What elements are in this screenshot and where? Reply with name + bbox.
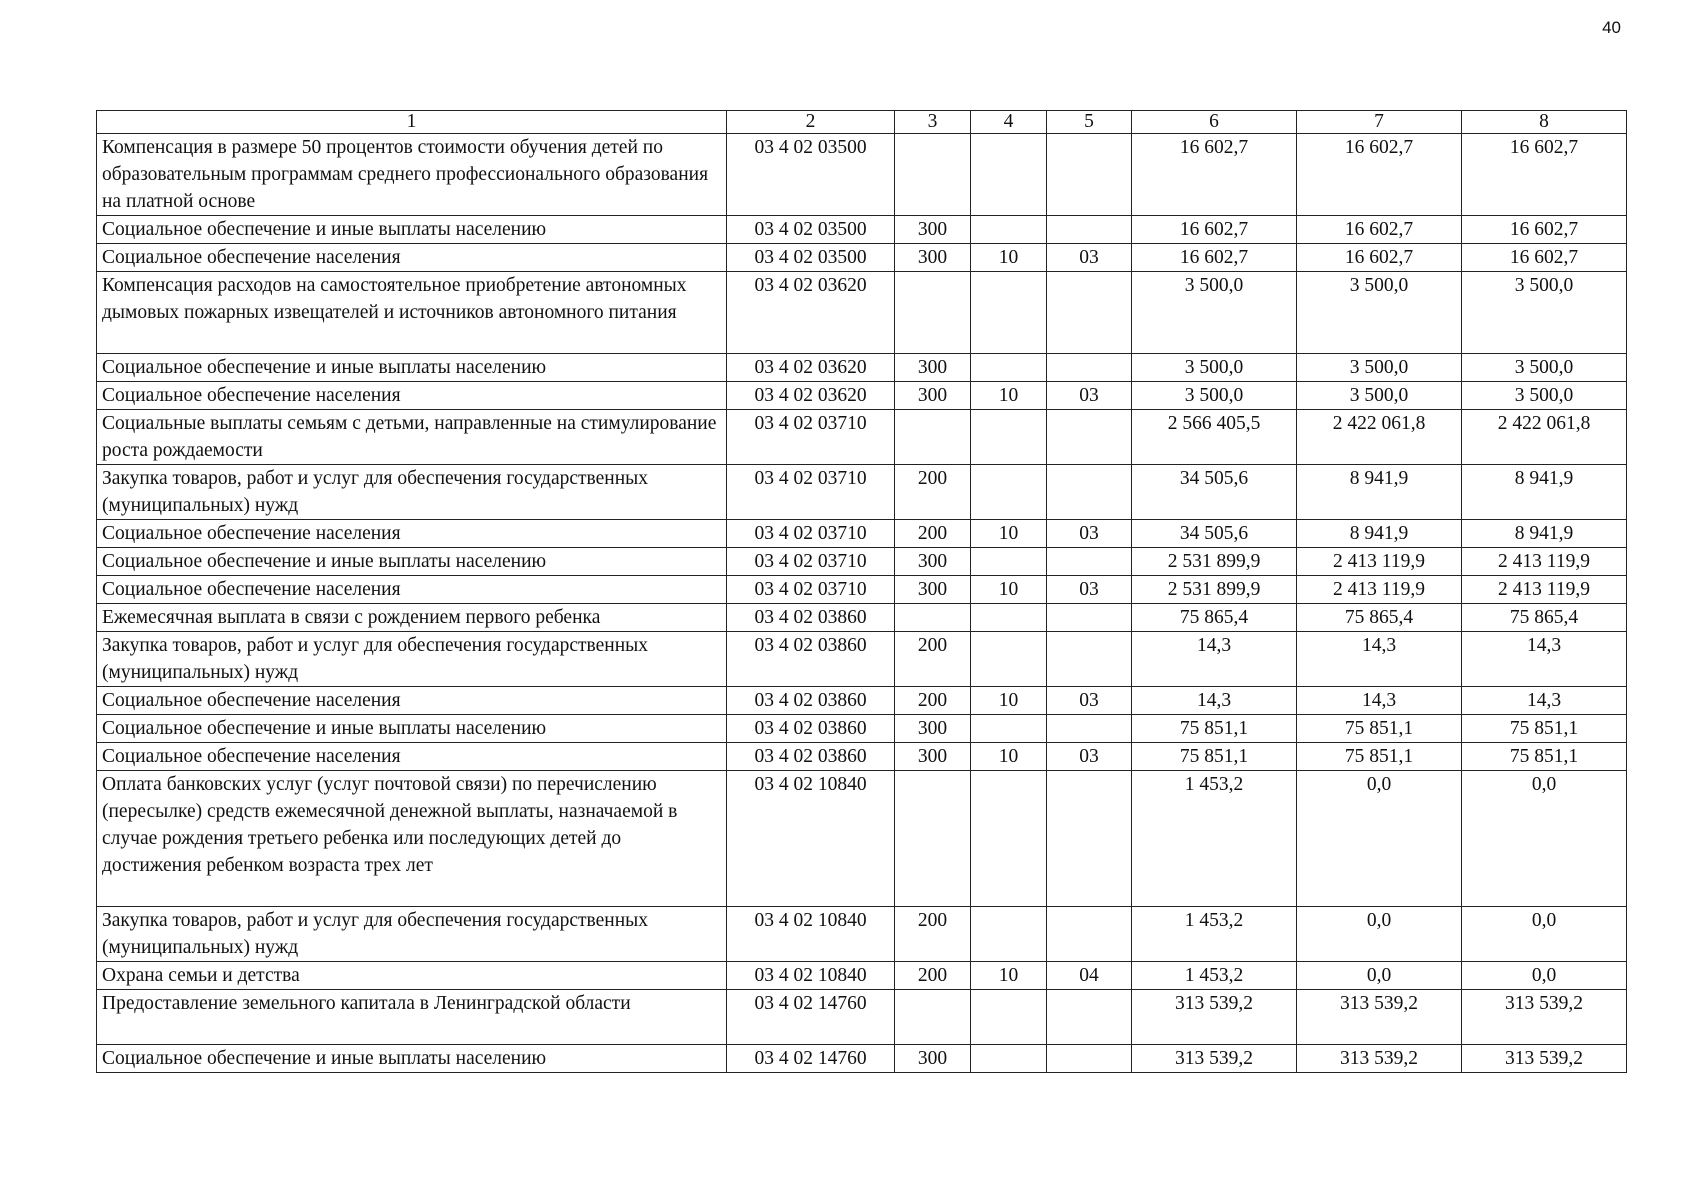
row-col5-cell bbox=[1047, 632, 1132, 687]
row-col4-cell bbox=[971, 216, 1047, 244]
table-row bbox=[97, 382, 1627, 410]
row-col4-cell bbox=[971, 632, 1047, 687]
row-value8-cell: 14,3 bbox=[1462, 632, 1627, 687]
row-value8-cell: 16 602,7 bbox=[1462, 216, 1627, 244]
row-value6-cell: 75 851,1 bbox=[1132, 743, 1297, 771]
row-value7-cell: 0,0 bbox=[1297, 771, 1462, 907]
row-col3-cell: 300 bbox=[895, 354, 971, 382]
row-value7-cell: 313 539,2 bbox=[1297, 1045, 1462, 1073]
column-header: 8 bbox=[1462, 111, 1627, 134]
table-row bbox=[97, 990, 1627, 1045]
row-col3-cell bbox=[895, 134, 971, 216]
column-header: 3 bbox=[895, 111, 971, 134]
row-col4-cell: 10 bbox=[971, 743, 1047, 771]
column-header: 7 bbox=[1297, 111, 1462, 134]
row-col5-cell bbox=[1047, 216, 1132, 244]
row-name-cell: Закупка товаров, работ и услуг для обеспечения государственных (муниципальных) нужд bbox=[97, 907, 727, 962]
row-value7-cell: 3 500,0 bbox=[1297, 354, 1462, 382]
row-code-cell: 03 4 02 03860 bbox=[727, 604, 895, 632]
row-col4-cell bbox=[971, 272, 1047, 354]
row-value7-cell: 8 941,9 bbox=[1297, 465, 1462, 520]
row-name-cell: Социальное обеспечение населения bbox=[97, 687, 727, 715]
row-value8-cell: 75 865,4 bbox=[1462, 604, 1627, 632]
row-col4-cell: 10 bbox=[971, 520, 1047, 548]
row-name-cell: Социальное обеспечение населения bbox=[97, 382, 727, 410]
row-value8-cell: 313 539,2 bbox=[1462, 1045, 1627, 1073]
row-value6-cell: 75 851,1 bbox=[1132, 715, 1297, 743]
row-code-cell: 03 4 02 03710 bbox=[727, 410, 895, 465]
row-col5-cell bbox=[1047, 465, 1132, 520]
row-value6-cell: 1 453,2 bbox=[1132, 962, 1297, 990]
row-name-cell: Ежемесячная выплата в связи с рождением первого ребенка bbox=[97, 604, 727, 632]
row-name-cell: Социальное обеспечение населения bbox=[97, 743, 727, 771]
row-value8-cell: 0,0 bbox=[1462, 962, 1627, 990]
row-col4-cell bbox=[971, 907, 1047, 962]
row-value8-cell: 2 422 061,8 bbox=[1462, 410, 1627, 465]
row-value8-cell: 0,0 bbox=[1462, 907, 1627, 962]
row-value6-cell: 75 865,4 bbox=[1132, 604, 1297, 632]
row-value8-cell: 8 941,9 bbox=[1462, 465, 1627, 520]
row-code-cell: 03 4 02 14760 bbox=[727, 990, 895, 1045]
row-value6-cell: 34 505,6 bbox=[1132, 520, 1297, 548]
row-code-cell: 03 4 02 03860 bbox=[727, 743, 895, 771]
row-col4-cell: 10 bbox=[971, 244, 1047, 272]
row-col5-cell bbox=[1047, 1045, 1132, 1073]
row-value8-cell: 75 851,1 bbox=[1462, 715, 1627, 743]
table-row bbox=[97, 907, 1627, 962]
row-col4-cell bbox=[971, 604, 1047, 632]
row-col4-cell bbox=[971, 465, 1047, 520]
row-value7-cell: 14,3 bbox=[1297, 687, 1462, 715]
table-row bbox=[97, 465, 1627, 520]
row-name-cell: Социальное обеспечение населения bbox=[97, 576, 727, 604]
column-header: 6 bbox=[1132, 111, 1297, 134]
row-col5-cell bbox=[1047, 771, 1132, 907]
row-code-cell: 03 4 02 03710 bbox=[727, 576, 895, 604]
row-code-cell: 03 4 02 03710 bbox=[727, 548, 895, 576]
row-col3-cell: 300 bbox=[895, 548, 971, 576]
row-value8-cell: 14,3 bbox=[1462, 687, 1627, 715]
row-col3-cell: 200 bbox=[895, 907, 971, 962]
row-col4-cell bbox=[971, 715, 1047, 743]
row-col4-cell bbox=[971, 354, 1047, 382]
row-code-cell: 03 4 02 03860 bbox=[727, 715, 895, 743]
row-col3-cell bbox=[895, 272, 971, 354]
row-col4-cell bbox=[971, 410, 1047, 465]
row-code-cell: 03 4 02 10840 bbox=[727, 771, 895, 907]
row-value7-cell: 2 413 119,9 bbox=[1297, 548, 1462, 576]
row-name-cell: Компенсация в размере 50 процентов стоимости обучения детей по образовательным программам среднего профессионального образования на платной основе bbox=[97, 134, 727, 216]
row-col5-cell bbox=[1047, 548, 1132, 576]
row-col3-cell: 300 bbox=[895, 382, 971, 410]
row-col3-cell: 200 bbox=[895, 465, 971, 520]
column-header: 1 bbox=[97, 111, 727, 134]
row-value7-cell: 14,3 bbox=[1297, 632, 1462, 687]
row-name-cell: Социальные выплаты семьям с детьми, направленные на стимулирование роста рождаемости bbox=[97, 410, 727, 465]
row-value6-cell: 2 531 899,9 bbox=[1132, 548, 1297, 576]
row-col4-cell: 10 bbox=[971, 962, 1047, 990]
row-value8-cell: 3 500,0 bbox=[1462, 382, 1627, 410]
row-col3-cell: 300 bbox=[895, 743, 971, 771]
row-name-cell: Социальное обеспечение и иные выплаты населению bbox=[97, 548, 727, 576]
table-row bbox=[97, 244, 1627, 272]
row-name-cell: Социальное обеспечение населения bbox=[97, 520, 727, 548]
row-value6-cell: 3 500,0 bbox=[1132, 272, 1297, 354]
column-header: 2 bbox=[727, 111, 895, 134]
row-col5-cell bbox=[1047, 354, 1132, 382]
row-code-cell: 03 4 02 03860 bbox=[727, 687, 895, 715]
table-row bbox=[97, 962, 1627, 990]
row-value8-cell: 313 539,2 bbox=[1462, 990, 1627, 1045]
row-col5-cell bbox=[1047, 715, 1132, 743]
row-value8-cell: 16 602,7 bbox=[1462, 244, 1627, 272]
row-value6-cell: 2 566 405,5 bbox=[1132, 410, 1297, 465]
row-col5-cell bbox=[1047, 604, 1132, 632]
row-col4-cell bbox=[971, 134, 1047, 216]
row-name-cell: Социальное обеспечение и иные выплаты населению bbox=[97, 216, 727, 244]
row-value7-cell: 16 602,7 bbox=[1297, 134, 1462, 216]
row-col3-cell: 300 bbox=[895, 216, 971, 244]
row-col3-cell: 200 bbox=[895, 632, 971, 687]
row-col4-cell: 10 bbox=[971, 382, 1047, 410]
row-col4-cell bbox=[971, 1045, 1047, 1073]
row-value8-cell: 16 602,7 bbox=[1462, 134, 1627, 216]
row-col4-cell bbox=[971, 990, 1047, 1045]
row-name-cell: Социальное обеспечение и иные выплаты населению bbox=[97, 354, 727, 382]
row-value8-cell: 3 500,0 bbox=[1462, 354, 1627, 382]
row-col3-cell bbox=[895, 604, 971, 632]
row-col3-cell bbox=[895, 990, 971, 1045]
row-name-cell: Закупка товаров, работ и услуг для обеспечения государственных (муниципальных) нужд bbox=[97, 632, 727, 687]
row-value7-cell: 0,0 bbox=[1297, 962, 1462, 990]
row-value6-cell: 1 453,2 bbox=[1132, 771, 1297, 907]
table-row bbox=[97, 743, 1627, 771]
row-value6-cell: 2 531 899,9 bbox=[1132, 576, 1297, 604]
row-col5-cell: 03 bbox=[1047, 576, 1132, 604]
row-value7-cell: 2 413 119,9 bbox=[1297, 576, 1462, 604]
row-code-cell: 03 4 02 03710 bbox=[727, 520, 895, 548]
row-name-cell: Предоставление земельного капитала в Ленинградской области bbox=[97, 990, 727, 1045]
row-col3-cell bbox=[895, 410, 971, 465]
row-value8-cell: 3 500,0 bbox=[1462, 272, 1627, 354]
budget-table bbox=[96, 110, 1627, 1073]
row-name-cell: Социальное обеспечение и иные выплаты населению bbox=[97, 1045, 727, 1073]
row-code-cell: 03 4 02 14760 bbox=[727, 1045, 895, 1073]
row-value7-cell: 75 851,1 bbox=[1297, 743, 1462, 771]
row-col3-cell: 300 bbox=[895, 244, 971, 272]
row-value8-cell: 2 413 119,9 bbox=[1462, 576, 1627, 604]
row-value7-cell: 2 422 061,8 bbox=[1297, 410, 1462, 465]
row-col5-cell bbox=[1047, 907, 1132, 962]
row-code-cell: 03 4 02 03710 bbox=[727, 465, 895, 520]
row-col4-cell bbox=[971, 548, 1047, 576]
row-value8-cell: 8 941,9 bbox=[1462, 520, 1627, 548]
row-col5-cell: 04 bbox=[1047, 962, 1132, 990]
row-col3-cell bbox=[895, 771, 971, 907]
row-value7-cell: 75 851,1 bbox=[1297, 715, 1462, 743]
row-col5-cell bbox=[1047, 990, 1132, 1045]
row-col5-cell: 03 bbox=[1047, 382, 1132, 410]
header-row bbox=[97, 111, 1627, 134]
row-value6-cell: 14,3 bbox=[1132, 632, 1297, 687]
row-col3-cell: 200 bbox=[895, 962, 971, 990]
row-value6-cell: 34 505,6 bbox=[1132, 465, 1297, 520]
table-row bbox=[97, 632, 1627, 687]
row-code-cell: 03 4 02 10840 bbox=[727, 907, 895, 962]
row-col3-cell: 200 bbox=[895, 520, 971, 548]
row-value6-cell: 16 602,7 bbox=[1132, 244, 1297, 272]
row-value7-cell: 3 500,0 bbox=[1297, 382, 1462, 410]
row-value7-cell: 8 941,9 bbox=[1297, 520, 1462, 548]
table-row bbox=[97, 272, 1627, 354]
page-number: 40 bbox=[1602, 18, 1621, 37]
row-value6-cell: 1 453,2 bbox=[1132, 907, 1297, 962]
row-name-cell: Закупка товаров, работ и услуг для обеспечения государственных (муниципальных) нужд bbox=[97, 465, 727, 520]
column-header: 4 bbox=[971, 111, 1047, 134]
row-value8-cell: 75 851,1 bbox=[1462, 743, 1627, 771]
row-value6-cell: 14,3 bbox=[1132, 687, 1297, 715]
row-value7-cell: 75 865,4 bbox=[1297, 604, 1462, 632]
table-row bbox=[97, 216, 1627, 244]
row-value7-cell: 16 602,7 bbox=[1297, 244, 1462, 272]
row-value8-cell: 0,0 bbox=[1462, 771, 1627, 907]
row-value6-cell: 313 539,2 bbox=[1132, 990, 1297, 1045]
row-value6-cell: 313 539,2 bbox=[1132, 1045, 1297, 1073]
row-col3-cell: 300 bbox=[895, 576, 971, 604]
row-code-cell: 03 4 02 03500 bbox=[727, 244, 895, 272]
table-row bbox=[97, 604, 1627, 632]
row-code-cell: 03 4 02 03620 bbox=[727, 354, 895, 382]
row-col5-cell bbox=[1047, 134, 1132, 216]
table-row bbox=[97, 548, 1627, 576]
row-col5-cell bbox=[1047, 410, 1132, 465]
row-col3-cell: 300 bbox=[895, 715, 971, 743]
row-value7-cell: 16 602,7 bbox=[1297, 216, 1462, 244]
row-name-cell: Социальное обеспечение и иные выплаты населению bbox=[97, 715, 727, 743]
row-name-cell: Социальное обеспечение населения bbox=[97, 244, 727, 272]
row-col4-cell: 10 bbox=[971, 687, 1047, 715]
table-row bbox=[97, 354, 1627, 382]
row-code-cell: 03 4 02 03500 bbox=[727, 216, 895, 244]
table-row bbox=[97, 771, 1627, 907]
row-value6-cell: 3 500,0 bbox=[1132, 382, 1297, 410]
row-value6-cell: 16 602,7 bbox=[1132, 216, 1297, 244]
row-name-cell: Охрана семьи и детства bbox=[97, 962, 727, 990]
table-row bbox=[97, 576, 1627, 604]
row-code-cell: 03 4 02 03500 bbox=[727, 134, 895, 216]
row-value7-cell: 313 539,2 bbox=[1297, 990, 1462, 1045]
row-value6-cell: 3 500,0 bbox=[1132, 354, 1297, 382]
row-value6-cell: 16 602,7 bbox=[1132, 134, 1297, 216]
row-code-cell: 03 4 02 03860 bbox=[727, 632, 895, 687]
table-row bbox=[97, 410, 1627, 465]
row-name-cell: Оплата банковских услуг (услуг почтовой связи) по перечислению (пересылке) средств ежемесячной денежной выплаты, назначаемой в случае рождения третьего ребенка или последующих детей до достижения ребенком возраста трех лет bbox=[97, 771, 727, 907]
table-row bbox=[97, 520, 1627, 548]
row-col4-cell bbox=[971, 771, 1047, 907]
row-value8-cell: 2 413 119,9 bbox=[1462, 548, 1627, 576]
row-name-cell: Компенсация расходов на самостоятельное приобретение автономных дымовых пожарных извещателей и источников автономного питания bbox=[97, 272, 727, 354]
row-col5-cell: 03 bbox=[1047, 687, 1132, 715]
row-code-cell: 03 4 02 10840 bbox=[727, 962, 895, 990]
row-col3-cell: 300 bbox=[895, 1045, 971, 1073]
row-code-cell: 03 4 02 03620 bbox=[727, 382, 895, 410]
row-col4-cell: 10 bbox=[971, 576, 1047, 604]
row-col5-cell: 03 bbox=[1047, 244, 1132, 272]
column-header: 5 bbox=[1047, 111, 1132, 134]
row-code-cell: 03 4 02 03620 bbox=[727, 272, 895, 354]
row-value7-cell: 3 500,0 bbox=[1297, 272, 1462, 354]
table-row bbox=[97, 1045, 1627, 1073]
table-row bbox=[97, 134, 1627, 216]
row-col5-cell bbox=[1047, 272, 1132, 354]
row-col5-cell: 03 bbox=[1047, 520, 1132, 548]
row-col3-cell: 200 bbox=[895, 687, 971, 715]
row-value7-cell: 0,0 bbox=[1297, 907, 1462, 962]
table-row bbox=[97, 687, 1627, 715]
table-row bbox=[97, 715, 1627, 743]
row-col5-cell: 03 bbox=[1047, 743, 1132, 771]
